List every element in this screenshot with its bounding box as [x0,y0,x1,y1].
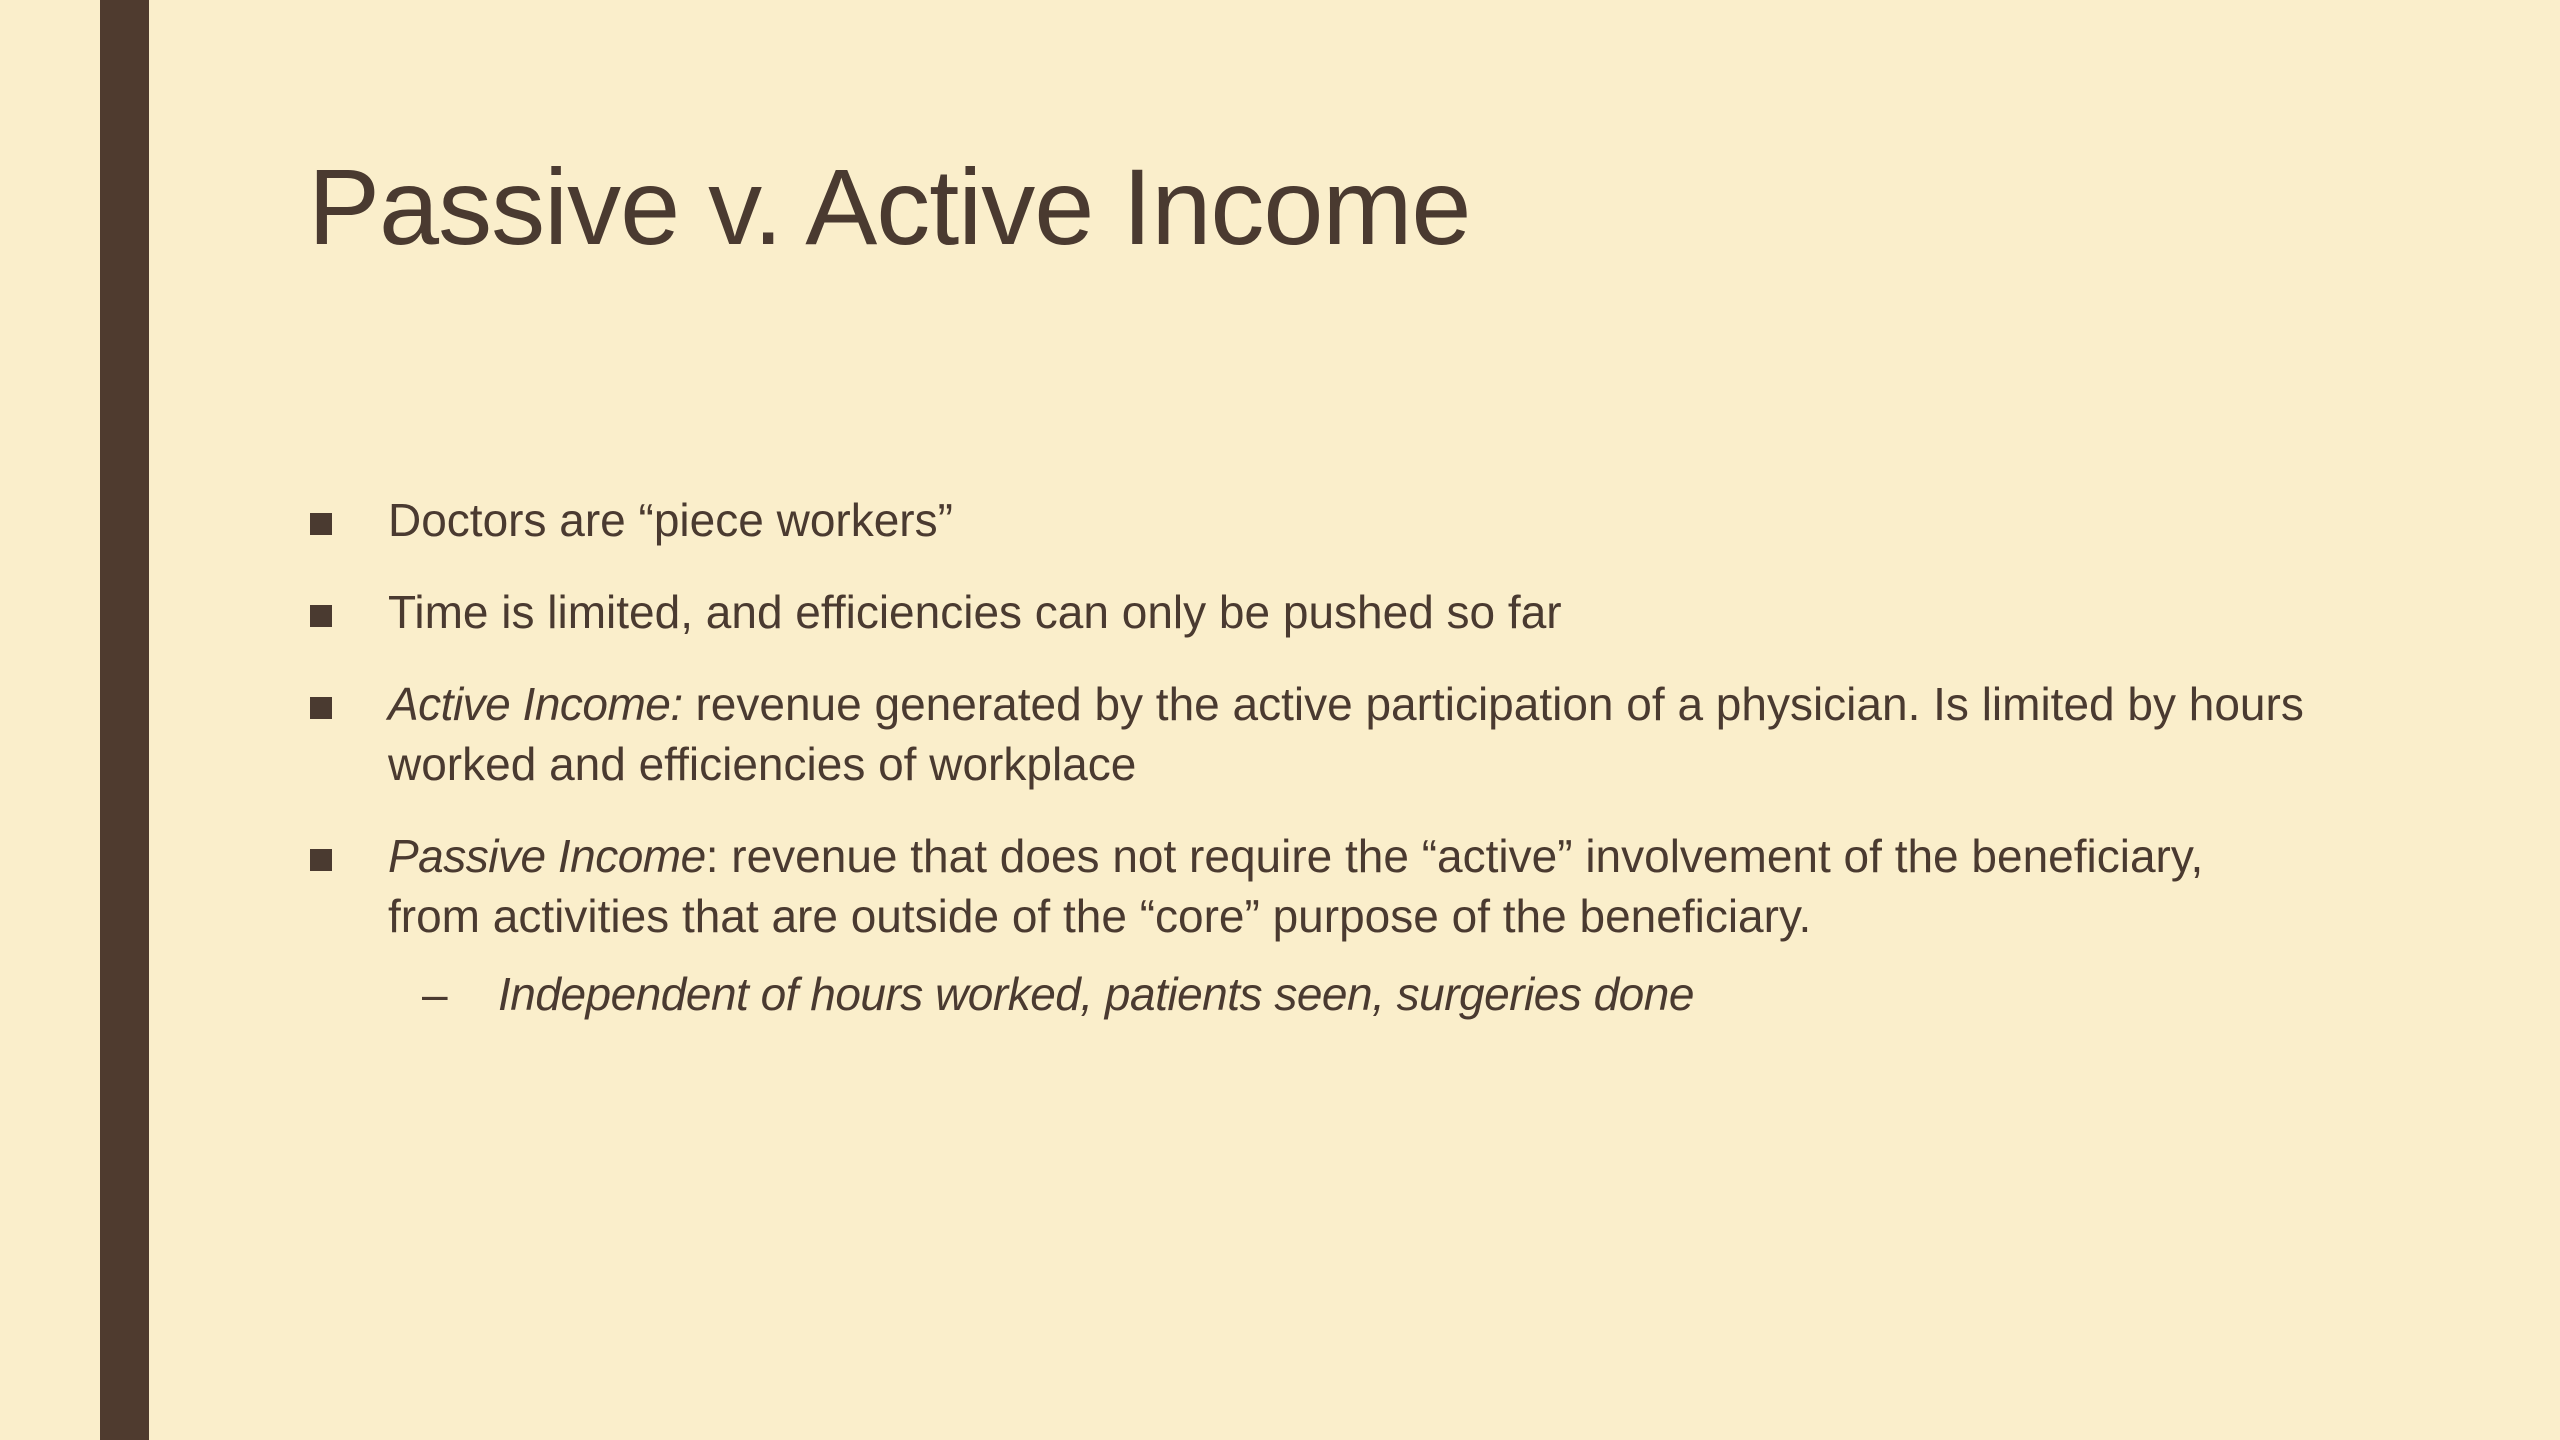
bullet-list [308,490,2308,1056]
bullet-item [308,826,2308,1024]
dash-marker: – [422,968,448,1020]
bullet-item [308,490,2308,550]
square-bullet-icon [310,605,332,627]
bullet-text: Time is limited, and efficiencies can only be pushed so far [388,586,1562,638]
slide-title: Passive v. Active Income [308,146,1471,267]
square-bullet-icon [310,849,332,871]
bullet-text: revenue generated by the active participation of a physician. Is limited by hours worked and efficiencies of workplace [388,678,2304,790]
square-bullet-icon [310,513,332,535]
bullet-item [308,582,2308,642]
accent-bar [100,0,149,1440]
bullet-item [308,674,2308,794]
sub-bullet-list [388,964,2308,1024]
sub-bullet-text: Independent of hours worked, patients seen, surgeries done [498,968,1694,1020]
bullet-text: Doctors are “piece workers” [388,494,953,546]
bullet-term: Active Income: [388,678,683,730]
square-bullet-icon [310,697,332,719]
sub-bullet-item [388,964,2308,1024]
bullet-text: : revenue that does not require the “active” involvement of the beneficiary, from activities that are outside of the “core” purpose of the beneficiary. [388,830,2204,942]
bullet-term: Passive Income [388,830,706,882]
